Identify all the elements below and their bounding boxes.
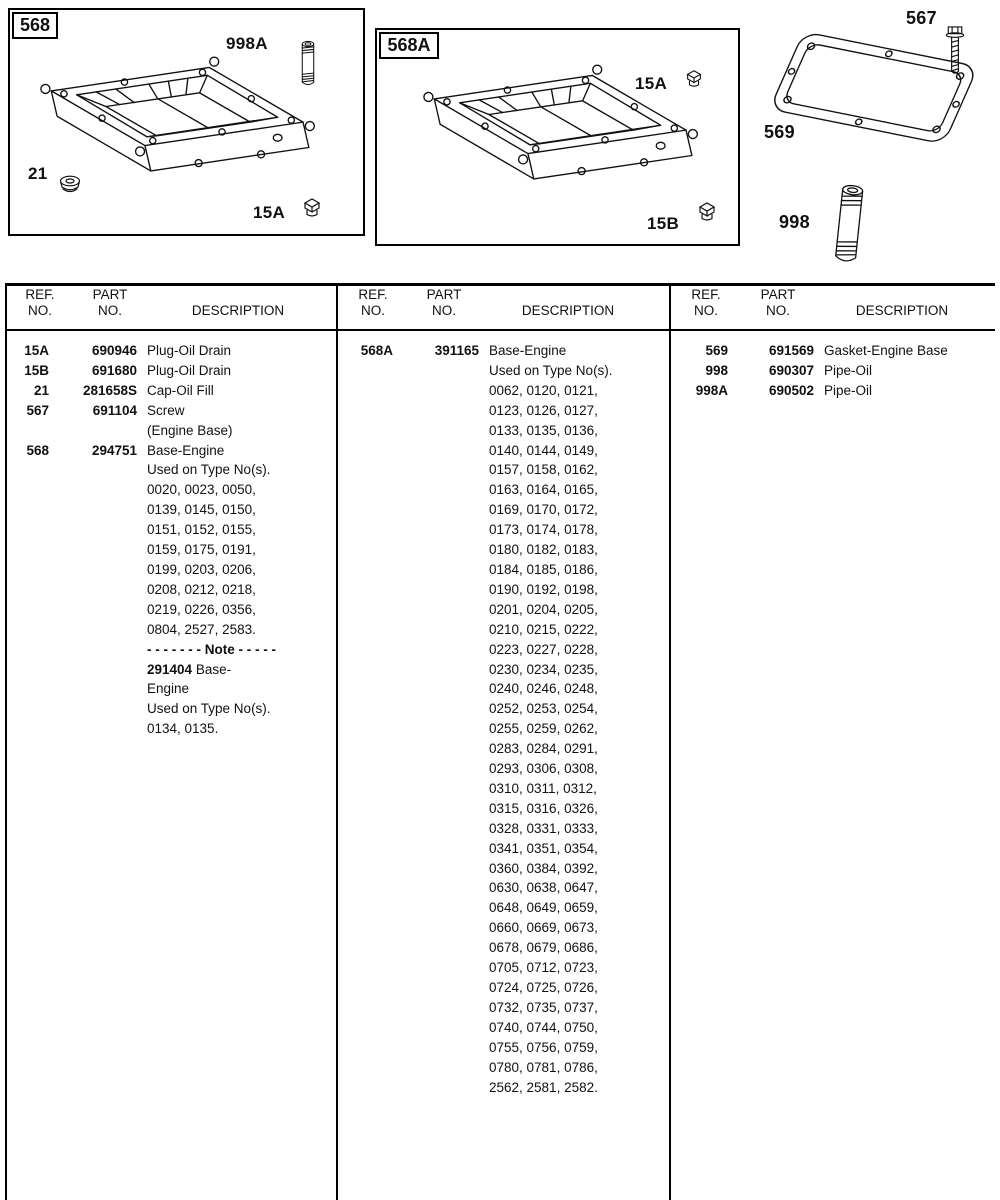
table-row [337,898,669,918]
part-no-cell [393,620,479,640]
ref-no-cell [337,918,393,938]
description-cell: 0755, 0756, 0759, [489,1039,598,1055]
ref-no-cell: 15B [24,362,49,378]
table-top-rule [5,283,995,286]
description-cell: 2562, 2581, 2582. [489,1079,598,1095]
ref-no-cell [5,640,49,660]
ref-no-cell: 998A [695,382,728,398]
table-row [337,381,669,401]
ref-no-cell [5,699,49,719]
part-no-cell [393,819,479,839]
oil-fill-cap-drawing [57,173,87,197]
header-ref-no: REF. NO. [358,287,388,318]
panel-568-label-box [12,12,58,39]
part-no-cell [393,799,479,819]
description-cell: 0732, 0735, 0737, [489,999,598,1015]
table-row [337,660,669,680]
part-no-cell [49,480,137,500]
header-ref-no: REF. NO. [691,287,721,318]
part-no-cell [49,620,137,640]
part-no-cell [393,441,479,461]
part-no-cell: 690502 [768,382,814,398]
panel-568A [375,28,740,246]
table-row [5,480,336,500]
description-cell: - - - - - - - Note - - - - - [147,641,276,657]
callout-998A: 998A [226,34,268,53]
part-no-cell [393,480,479,500]
engine-base-a-drawing [405,52,727,218]
description-cell: 0230, 0234, 0235, [489,661,598,677]
part-no-cell: 691680 [91,362,137,378]
description-cell: 0157, 0158, 0162, [489,462,598,478]
ref-no-cell [337,898,393,918]
table-row [337,361,669,381]
part-no-cell [49,421,137,441]
description-cell: 0169, 0170, 0172, [489,502,598,518]
table-row [337,799,669,819]
description-cell: 0315, 0316, 0326, [489,800,598,816]
part-no-cell [393,401,479,421]
panel-568-label: 568 [19,15,51,35]
part-no-cell [393,918,479,938]
ref-no-cell: 569 [705,343,728,358]
ref-no-cell [337,839,393,859]
table-row [337,1038,669,1058]
oil-drain-plug-15B-drawing [695,200,719,222]
description-cell: 0341, 0351, 0354, [489,840,598,856]
description-cell: 0062, 0120, 0121, [489,382,598,398]
ref-no-cell [5,480,49,500]
table-divider-2 [669,283,671,1200]
table-row [5,679,336,699]
table-row [337,401,669,421]
ref-no-cell [5,540,49,560]
part-no-cell [393,759,479,779]
parts-column-3 [670,341,998,401]
ref-no-cell [337,361,393,381]
table-row [337,739,669,759]
part-no-cell [49,520,137,540]
table-row [670,341,998,361]
table-row [337,759,669,779]
table-row [337,580,669,600]
description-cell: 0173, 0174, 0178, [489,522,598,538]
ref-no-cell [5,421,49,441]
part-no-cell [393,878,479,898]
ref-no-cell [337,520,393,540]
part-no-cell: 690946 [91,343,137,358]
description-cell: Engine [147,681,190,697]
ref-no-cell [337,381,393,401]
table-row [5,500,336,520]
description-cell: 0740, 0744, 0750, [489,1019,598,1035]
description-cell: Base-Engine [147,442,225,458]
ref-no-cell [337,441,393,461]
ref-no-cell [337,819,393,839]
ref-no-cell [337,580,393,600]
table-row [337,839,669,859]
ref-no-cell [337,759,393,779]
description-cell: 0648, 0649, 0659, [489,900,598,916]
description-cell: 0180, 0182, 0183, [489,542,598,558]
panel-568 [8,8,365,236]
part-no-cell [393,719,479,739]
callout-567: 567 [906,8,937,28]
table-row [337,938,669,958]
table-row [670,381,998,401]
description-cell: 0240, 0246, 0248, [489,681,598,697]
part-no-cell: 691104 [92,402,137,418]
part-no-cell [393,381,479,401]
ref-no-cell [337,401,393,421]
description-cell: 0190, 0192, 0198, [489,581,598,597]
description-cell: Cap-Oil Fill [147,382,214,398]
engine-base-gasket-drawing [752,26,992,176]
callout-15A: 15A [253,203,286,222]
ref-no-cell [5,560,49,580]
description-cell: 0134, 0135. [147,721,219,737]
ref-no-cell [337,421,393,441]
description-cell: 0223, 0227, 0228, [489,641,598,657]
part-no-cell [49,500,137,520]
ref-no-cell [337,640,393,660]
table-row [337,779,669,799]
oil-pipe-998A-drawing [296,40,320,88]
table-header-rule [5,329,995,331]
description-cell: Used on Type No(s). [147,701,271,717]
table-row [337,600,669,620]
description-cell: Screw [147,402,185,418]
ref-no-cell: 21 [33,382,49,398]
ref-no-cell [5,580,49,600]
description-cell: Plug-Oil Drain [147,343,232,358]
ref-no-cell [337,938,393,958]
part-no-cell [49,540,137,560]
description-cell: Base-Engine [489,343,567,358]
table-row [5,341,336,361]
ref-no-cell [5,520,49,540]
description-cell: 0328, 0331, 0333, [489,820,598,836]
table-row [5,580,336,600]
table-row [337,460,669,480]
table-row [337,819,669,839]
ref-no-cell [337,620,393,640]
ref-no-cell [337,859,393,879]
table-row [5,460,336,480]
table-row [670,361,998,381]
table-row [5,540,336,560]
table-row [337,719,669,739]
description-cell: Used on Type No(s). [489,362,613,378]
table-row [337,640,669,660]
ref-no-cell [337,1058,393,1078]
ref-no-cell [5,719,49,739]
part-no-cell: 691569 [768,343,814,358]
callout-569: 569 [764,122,795,142]
ref-no-cell [337,679,393,699]
description-cell: Used on Type No(s). [147,462,271,478]
part-no-cell [49,560,137,580]
description-cell: 0201, 0204, 0205, [489,601,598,617]
callout-15A-b: 15A [635,74,668,93]
ref-no-cell [337,560,393,580]
callout-15B: 15B [647,214,680,233]
table-row [5,441,336,461]
ref-no-cell [337,719,393,739]
part-no-cell [393,540,479,560]
description-cell: Pipe-Oil [824,362,873,378]
part-no-cell [393,958,479,978]
part-no-cell [393,739,479,759]
header-part-no: PART NO. [760,287,796,318]
description-cell: Plug-Oil Drain [147,362,232,378]
description-cell: 0678, 0679, 0686, [489,940,598,956]
table-row [5,620,336,640]
part-no-cell [393,361,479,381]
ref-no-cell [337,998,393,1018]
table-row [337,620,669,640]
table-row [337,441,669,461]
part-no-cell [393,1058,479,1078]
part-no-cell [393,998,479,1018]
table-row [5,361,336,381]
ref-no-cell [337,779,393,799]
oil-drain-plug-15A2-drawing [683,68,705,88]
table-row [337,958,669,978]
description-cell: 0123, 0126, 0127, [489,402,598,418]
part-no-cell: 391165 [434,343,479,358]
header-part-no: PART NO. [92,287,128,318]
part-no-cell [393,898,479,918]
table-row [337,560,669,580]
table-row [5,421,336,441]
part-no-cell [393,421,479,441]
description-cell: 0804, 2527, 2583. [147,621,256,637]
table-row [5,640,336,660]
description-cell: 0360, 0384, 0392, [489,860,598,876]
part-no-cell: 294751 [91,442,137,458]
part-no-cell [49,679,137,699]
ref-no-cell [337,978,393,998]
part-no-cell [49,460,137,480]
table-row [337,998,669,1018]
part-no-cell [393,660,479,680]
ref-no-cell [337,660,393,680]
table-row [337,500,669,520]
header-ref-no: REF. NO. [25,287,55,318]
callout-998: 998 [779,212,810,232]
callout-21: 21 [28,164,48,183]
description-cell: 0660, 0669, 0673, [489,920,598,936]
table-row [337,699,669,719]
part-no-cell [49,600,137,620]
part-no-cell [393,500,479,520]
part-no-cell [49,640,137,660]
part-no-cell [393,460,479,480]
ref-no-cell: 568 [26,442,49,458]
oil-pipe-998-drawing [829,182,870,269]
description-cell: 0283, 0284, 0291, [489,741,598,757]
description-cell: 0293, 0306, 0308, [489,761,598,777]
table-row [337,1058,669,1078]
description-cell: 0140, 0144, 0149, [489,442,598,458]
description-cell: 0724, 0725, 0726, [489,980,598,995]
table-row [337,341,669,361]
table-row [337,540,669,560]
ref-no-cell [337,958,393,978]
description-cell: 0184, 0185, 0186, [489,561,598,577]
ref-no-cell [5,679,49,699]
ref-no-cell [337,540,393,560]
table-row [337,679,669,699]
part-no-cell [393,1018,479,1038]
description-cell: 0705, 0712, 0723, [489,960,598,976]
header-description: DESCRIPTION [855,303,949,318]
table-row [337,978,669,998]
description-cell: 0199, 0203, 0206, [147,561,256,577]
part-no-cell [393,839,479,859]
ref-no-cell [337,600,393,620]
part-no-cell [393,938,479,958]
description-cell: 0310, 0311, 0312, [489,780,597,796]
description-cell: 0133, 0135, 0136, [489,422,598,438]
description-cell: Gasket-Engine Base [824,343,948,358]
part-no-cell [393,580,479,600]
table-row [337,421,669,441]
ref-no-cell [5,500,49,520]
description-cell: Pipe-Oil [824,382,873,398]
part-no-cell: 281658S [82,382,137,398]
table-row [5,719,336,739]
ref-no-cell [337,739,393,759]
table-row [5,401,336,421]
table-row [5,699,336,719]
ref-no-cell [337,699,393,719]
part-no-cell [393,859,479,879]
ref-no-cell: 998 [705,362,728,378]
description-cell: 0219, 0226, 0356, [147,601,256,617]
part-no-cell [393,779,479,799]
part-no-cell [49,719,137,739]
header-description: DESCRIPTION [521,303,615,318]
part-no-cell [393,520,479,540]
header-description: DESCRIPTION [191,303,285,318]
ref-no-cell [337,460,393,480]
description-cell: 0159, 0175, 0191, [147,542,256,558]
table-row [337,520,669,540]
table-row [337,480,669,500]
table-row [337,1018,669,1038]
table-row [5,660,336,680]
oil-drain-plug-15A-drawing [300,196,324,218]
description-cell: 0139, 0145, 0150, [147,502,256,518]
ref-no-cell [337,1018,393,1038]
description-cell: 0020, 0023, 0050, [147,482,256,498]
table-row [5,381,336,401]
description-cell: 0163, 0164, 0165, [489,482,598,498]
ref-no-cell [337,878,393,898]
table-row [337,859,669,879]
ref-no-cell [5,660,49,680]
part-no-cell [393,679,479,699]
ref-no-cell [337,500,393,520]
part-no-cell [393,1078,479,1098]
part-no-cell [49,580,137,600]
description-cell: (Engine Base) [147,422,233,438]
description-cell: 0630, 0638, 0647, [489,880,598,896]
table-row [337,878,669,898]
table-row [337,1078,669,1098]
ref-no-cell: 568A [360,343,393,358]
table-row [5,600,336,620]
header-part-no: PART NO. [426,287,462,318]
panel-568A-label: 568A [387,35,431,55]
part-no-cell [393,640,479,660]
part-no-cell: 690307 [768,362,814,378]
description-cell: 0780, 0781, 0786, [489,1059,598,1075]
parts-column-1 [5,341,336,739]
ref-no-cell: 15A [24,343,49,358]
ref-no-cell [337,480,393,500]
ref-no-cell [5,460,49,480]
ref-no-cell [337,799,393,819]
description-cell: 291404 Base- [147,661,232,677]
table-row [5,520,336,540]
part-no-cell [393,600,479,620]
table-row [5,560,336,580]
ref-no-cell [337,1038,393,1058]
part-no-cell [49,699,137,719]
description-cell: 0208, 0212, 0218, [147,581,256,597]
part-no-cell [393,699,479,719]
table-row [337,918,669,938]
part-no-cell [393,978,479,998]
description-cell: 0252, 0253, 0254, [489,701,598,717]
ref-no-cell [337,1078,393,1098]
part-no-cell [49,660,137,680]
description-cell: 0210, 0215, 0222, [489,621,598,637]
part-no-cell [393,1038,479,1058]
parts-column-2 [337,341,669,1097]
ref-no-cell: 567 [26,402,49,418]
ref-no-cell [5,600,49,620]
description-cell: 0151, 0152, 0155, [147,522,256,538]
part-no-cell [393,560,479,580]
description-cell: 0255, 0259, 0262, [489,721,598,737]
ref-no-cell [5,620,49,640]
